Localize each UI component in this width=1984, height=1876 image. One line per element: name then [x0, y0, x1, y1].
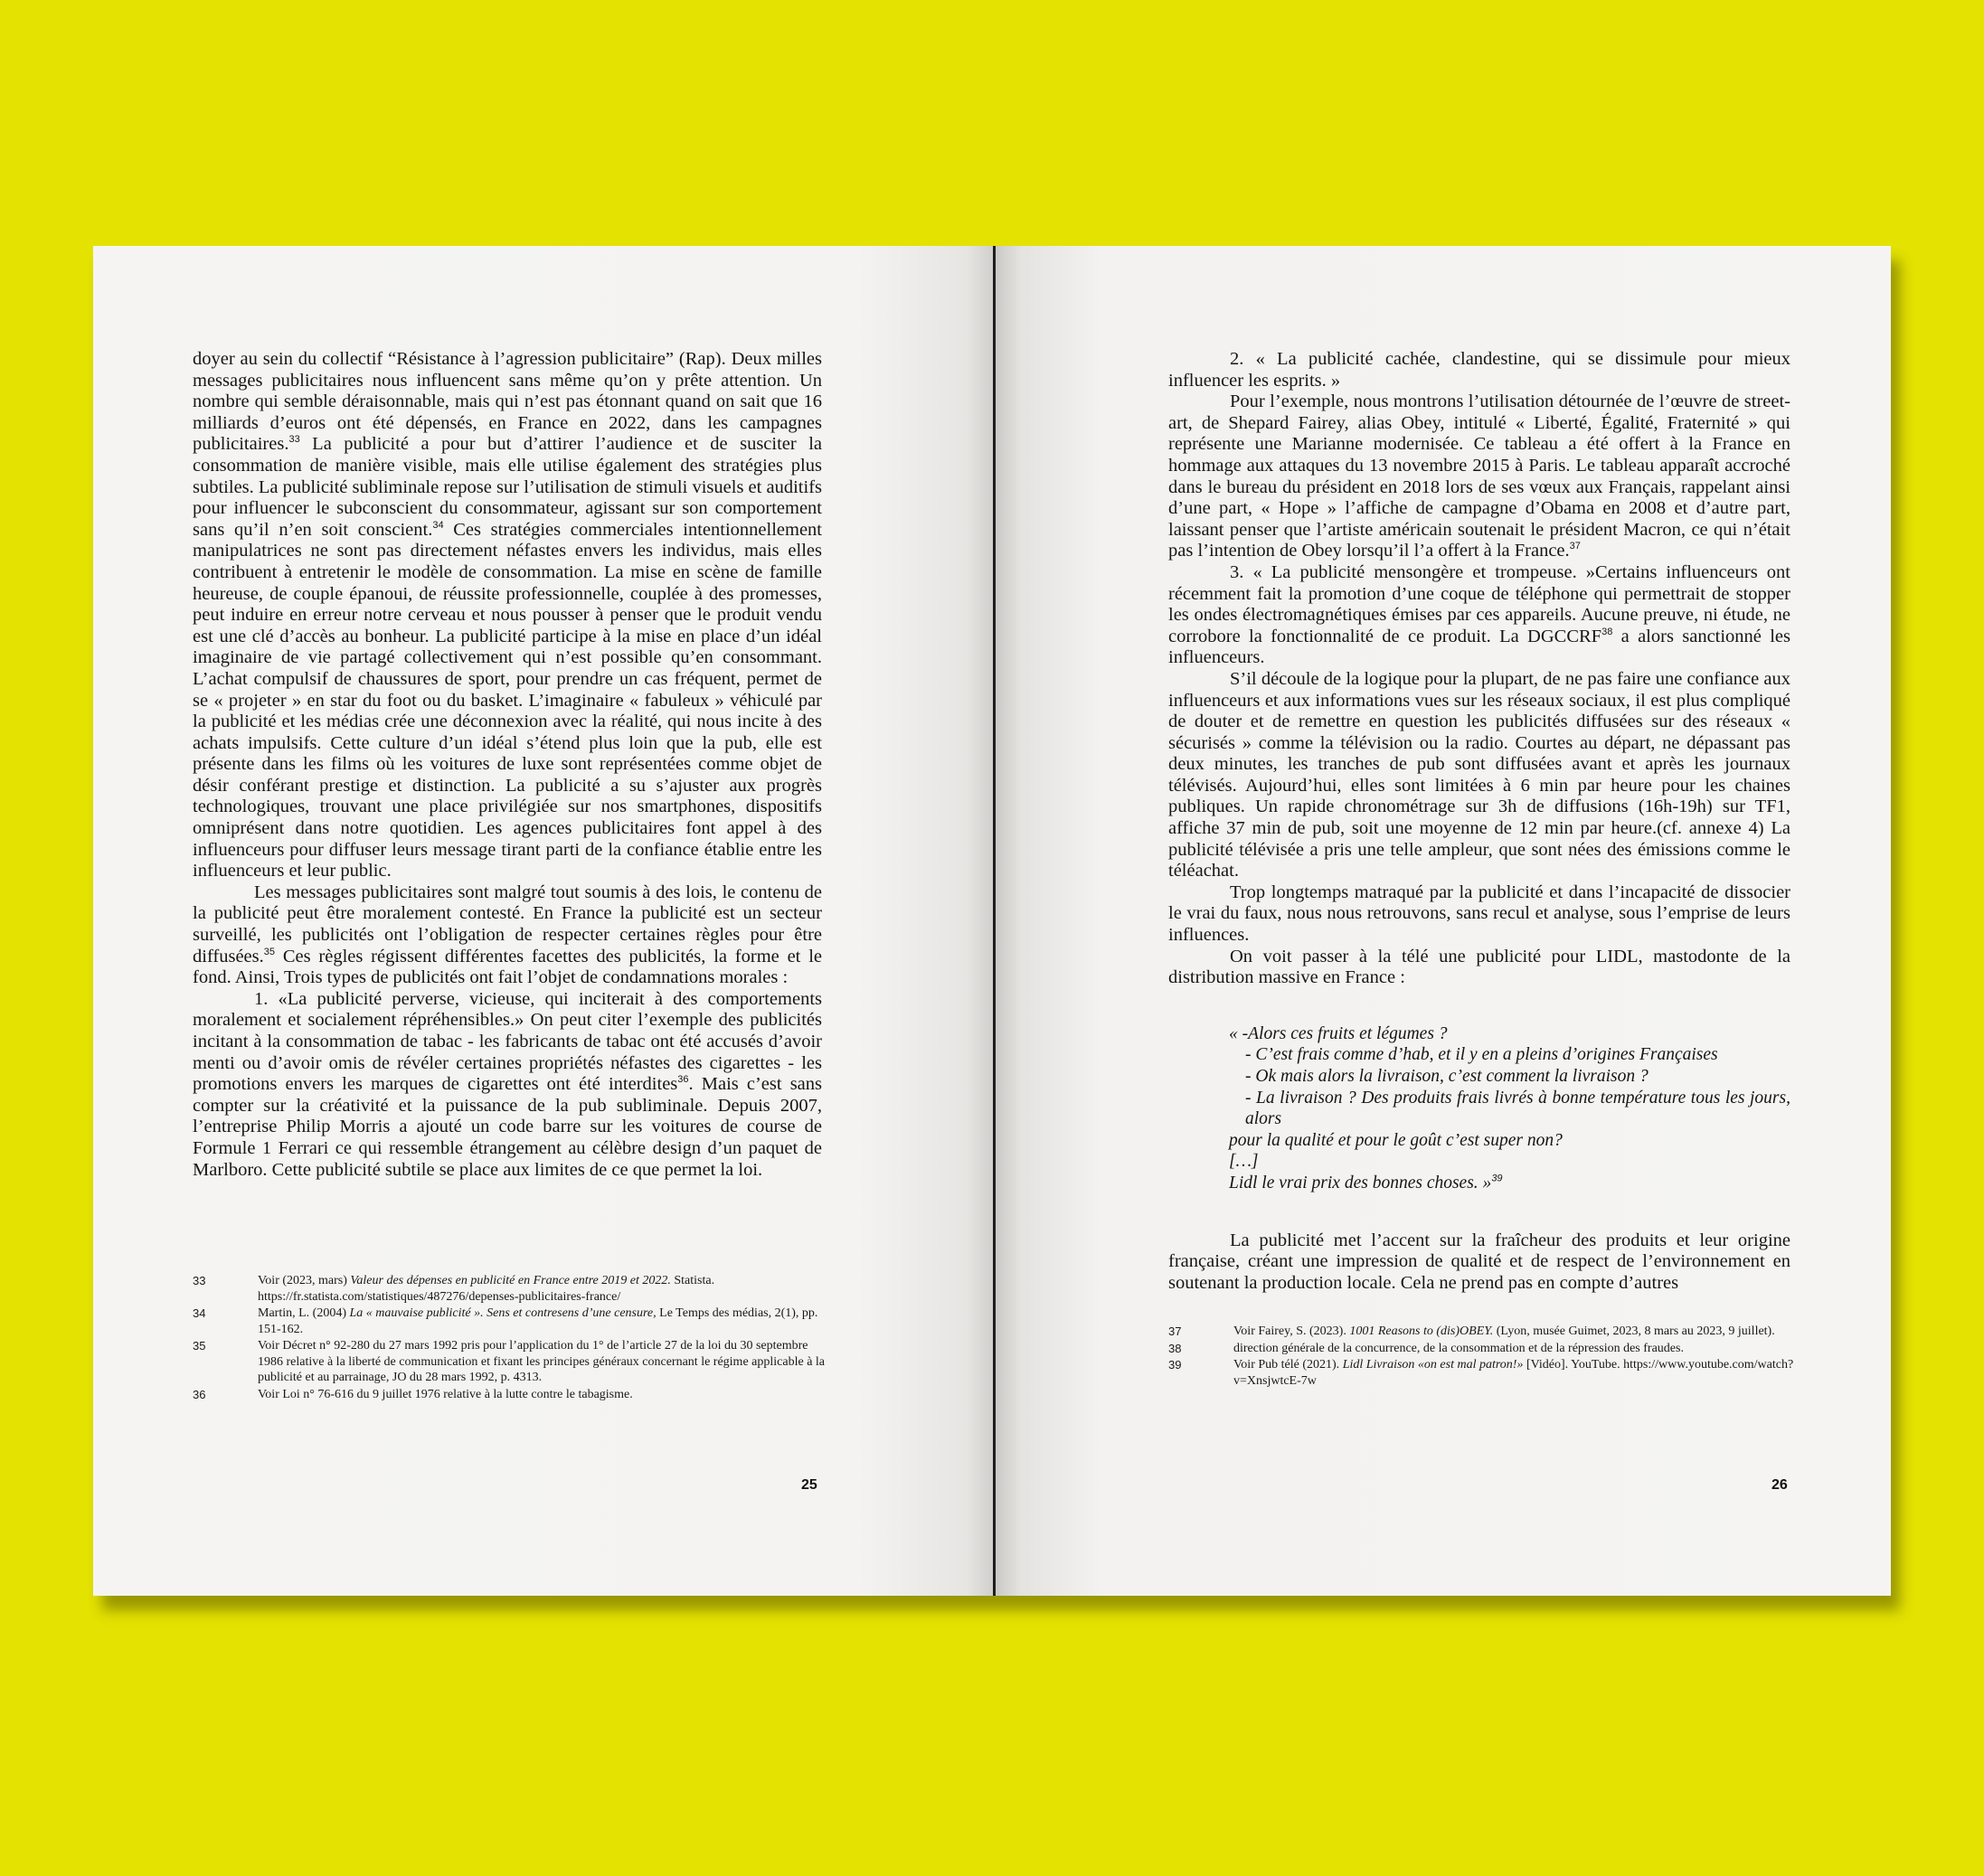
footnote-ref: 36 [677, 1074, 689, 1086]
text-run: La publicité met l’accent sur la fraîcheur des produits et leur origine française, créant une impression de qualité et de respect de l’environnement en soutenant la production locale. Cela ne prend pas en compte d’autres [1168, 1230, 1790, 1293]
text-run: a alors sanctionné les influenceurs. [1168, 626, 1790, 668]
text-run: [Vidéo]. YouTube. https://www.youtube.com/watch?v=XnsjwtcE-7w [1233, 1358, 1794, 1388]
text-run: Le Temps des médias, 2(1), pp. 151-162. [258, 1306, 818, 1336]
footnote-ref: 39 [1491, 1173, 1503, 1184]
paragraph [1168, 669, 1790, 882]
text-run: S’il découle de la logique pour la plupart, de ne pas faire une confiance aux influenceurs et aux informations vues sur les réseaux sociaux, il est plus compliqué de douter et de remettre en question les publicités diffusées sur des réseaux « sécurisés » comme la télévision ou la radio. Courtes au départ, ne dépassant pas deux minutes, les tranches de pub sont diffusées avant et après les journaux télévisés. Aujourd’hui, elles sont limitées à 6 min par heure pour les chaines publiques. Un rapide chronométrage sur 3h de diffusions (16h-19h) sur TF1, affiche 37 min de pub, soit une moyenne de 12 min par heure.(cf. annexe 4) La publicité télévisée a pris une telle ampleur, que sont nées des émissions comme le téléachat. [1168, 668, 1790, 881]
text-run: On voit passer à la télé une publicité pour LIDL, mastodonte de la distribution massive en France : [1168, 946, 1790, 988]
footnote [193, 1338, 826, 1386]
footnote-ref: 34 [432, 519, 444, 531]
text-run: Voir Fairey, S. (2023). [1233, 1325, 1350, 1338]
quote-line-text: […] [1229, 1152, 1259, 1172]
paragraph [1168, 391, 1790, 562]
footnote-number: 34 [193, 1306, 206, 1320]
right-page-footnotes [1168, 1324, 1801, 1390]
quote-line [1229, 1044, 1790, 1066]
quote-line [1229, 1088, 1790, 1130]
quote-line [1229, 1151, 1790, 1173]
footnote-ref: 33 [288, 434, 300, 446]
quote-line-text: - La livraison ? Des produits frais livrés à bonne température tous les jours, alors [1245, 1088, 1790, 1129]
page-number: 26 [1771, 1477, 1788, 1493]
paragraph [193, 882, 822, 989]
footnote [1168, 1324, 1801, 1340]
quote-line-text: « -Alors ces fruits et légumes ? [1229, 1023, 1448, 1043]
lidl-ad-quote [1229, 1023, 1790, 1194]
text-run: Voir (2023, mars) [258, 1274, 351, 1287]
paragraph [1168, 562, 1790, 669]
footnote [1168, 1341, 1801, 1357]
footnote-number: 33 [193, 1274, 206, 1287]
text-run: Les messages publicitaires sont malgré tout soumis à des lois, le contenu de la publicité peut être moralement contesté. En France la publicité est un secteur surveillé, les publicités ont l’obligation de respecter certaines règles pour être diffusées. [193, 881, 822, 966]
text-run: Voir Loi n° 76-616 du 9 juillet 1976 relative à la lutte contre le tabagisme. [258, 1387, 633, 1401]
footnote-number: 38 [1168, 1341, 1182, 1355]
paragraph [193, 349, 822, 882]
paragraph [1168, 349, 1790, 391]
paragraph [1168, 947, 1790, 989]
italic-text: Valeur des dépenses en publicité en France entre 2019 et 2022. [350, 1274, 671, 1287]
paragraph [1168, 882, 1790, 947]
text-run: 1. «La publicité perverse, vicieuse, qui inciterait à des comportements moralement et socialement répréhensibles.» On peut citer l’exemple des publicités incitant à la consommation de tabac - les fabricants de tabac ont été accusés d’avoir menti ou d’avoir omis de révéler certaines propriétés néfastes des cigarettes - les promotions envers les marques de cigarettes ont été interdites [193, 988, 822, 1095]
footnote-ref: 38 [1601, 626, 1613, 637]
text-run: Trop longtemps matraqué par la publicité et dans l’incapacité de dissocier le vrai du faux, nous nous retrouvons, sans recul et analyse, sous l’emprise de leurs influences. [1168, 881, 1790, 946]
footnote-number: 39 [1168, 1358, 1182, 1372]
right-page-body-top [1168, 349, 1790, 989]
text-run: direction générale de la concurrence, de la consommation et de la répression des fraudes. [1233, 1341, 1684, 1355]
quote-line [1229, 1130, 1790, 1152]
right-page [994, 246, 1891, 1596]
text-run: Pour l’exemple, nous montrons l’utilisation détournée de l’œuvre de street-art, de Shepard Fairey, alias Obey, intitulé « Liberté, Égalité, Fraternité » qui représente une Marianne modernisée. Ce tableau a été offert à la France en hommage aux attaques du 13 novembre 2015 à Paris. Le tableau apparaît accroché dans le bureau du président en 2018 lors de ses vœux aux Français, rappelant ainsi d’une part, « Hope » l’affiche de campagne d’Obama en 2008 et d’autre part, laissant penser que l’artiste américain soutenait le président Macron, ce qui n’était pas l’intention de Obey lorsqu’il l’a offert à la France. [1168, 391, 1790, 561]
text-run: (Lyon, musée Guimet, 2023, 8 mars au 2023, 9 juillet). [1493, 1325, 1775, 1338]
right-page-body [1168, 349, 1790, 1294]
italic-text: La « mauvaise publicité ». Sens et contresens d’une censure, [349, 1306, 657, 1320]
italic-text: Lidl Livraison «on est mal patron!» [1342, 1358, 1524, 1372]
text-run: Ces règles régissent différentes facettes des publicités, la forme et le fond. Ainsi, Trois types de publicités ont fait l’objet de condamnations morales : [193, 946, 822, 988]
quote-line-text: - C’est frais comme d’hab, et il y en a pleins d’origines Françaises [1245, 1045, 1718, 1065]
footnote [193, 1273, 826, 1305]
paragraph [1168, 1230, 1790, 1295]
book-spread [93, 246, 1891, 1596]
footnote-number: 35 [193, 1339, 206, 1353]
quote-line-text: Lidl le vrai prix des bonnes choses. » [1229, 1173, 1492, 1193]
text-run: Voir Décret n° 92-280 du 27 mars 1992 pris pour l’application du 1° de l’article 27 de la loi du 30 septembre 1986 relative à la liberté de communication et fixant les principes généraux concernant le régime applicable à la publicité et au parrainage, JO du 28 mars 1992, p. 4313. [258, 1339, 826, 1384]
quote-line [1229, 1023, 1790, 1045]
book-gutter [993, 246, 996, 1596]
quote-line [1229, 1066, 1790, 1088]
footnote [193, 1387, 826, 1403]
text-run: 3. « La publicité mensongère et trompeuse. »Certains influenceurs ont récemment fait la promotion d’une coque de téléphone qui permettrait de stopper les ondes électromagnétiques émises par ces appareils. Aucune preuve, ni étude, ne corrobore la fonctionnalité de ce produit. La DGCCRF [1168, 561, 1790, 646]
quote-line [1229, 1173, 1790, 1194]
left-page [93, 246, 994, 1596]
italic-text: 1001 Reasons to (dis)OBEY. [1349, 1325, 1494, 1338]
text-run: 2. « La publicité cachée, clandestine, qui se dissimule pour mieux influencer les esprits. » [1168, 349, 1790, 391]
text-run: . Mais c’est sans compter sur la créativité et la puissance de la pub subliminale. Depuis 2007, l’entreprise Philip Morris a ajouté un code barre sur les voitures de course de Formule 1 Ferrari ce qui ressemble étrangement au célèbre design d’un paquet de Marlboro. Cette publicité subtile se place aux limites de ce que permet la loi. [193, 1074, 822, 1180]
footnote [1168, 1357, 1801, 1389]
text-run: La publicité a pour but d’attirer l’audience et de susciter la consommation de manière visible, mais elle utilise également des stratégies plus subtiles. La publicité subliminale repose sur l’utilisation de stimuli visuels et auditifs pour influencer le subconscient du consommateur, agissant sur son comportement sans qu’il n’en soit conscient. [193, 434, 822, 540]
text-run: Statista. https://fr.statista.com/statistiques/487276/depenses-publicitaires-france/ [258, 1274, 715, 1304]
left-page-footnotes [193, 1273, 826, 1403]
footnote-number: 36 [193, 1387, 206, 1401]
footnote-ref: 37 [1569, 541, 1581, 552]
text-run: Martin, L. (2004) [258, 1306, 350, 1320]
text-run: Ces stratégies commerciales intentionnellement manipulatrices ne sont pas directement néfastes envers les individus, mais elles contribuent à entretenir le modèle de consommation. La mise en scène de famille heureuse, de couple épanoui, de réussite professionnelle, couplée à des promesses, peut induire en erreur notre cerveau et nous pousser à penser que le produit vendu est une clé d’accès au bonheur. La publicité participe à la mise en place d’un idéal imaginaire de vie partagé collectivement qui n’est possible qu’en consommant. L’achat compulsif de chaussures de sport, pour prendre un cas fréquent, permet de se « projeter » en star du foot ou du basket. L’imaginaire « fabuleux » véhiculé par la publicité et les médias crée une déconnexion avec la réalité, qui nous incite à des achats impulsifs. Cette culture d’un idéal s’étend plus loin que la pub, elle est présente dans les films où les voitures de luxe sont représentées comme objet de désir conférant prestige et distinction. La publicité a su s’ajuster aux progrès technologiques, trouvant une place privilégiée sur nos smartphones, dispositifs omniprésent dans notre quotidien. Les agences publicitaires font appel à des influenceurs pour diffuser leurs message tirant parti de la confiance établie entre les influenceurs et leur public. [193, 519, 822, 881]
footnote [193, 1306, 826, 1337]
page-number: 25 [801, 1477, 817, 1493]
quote-line-text: pour la qualité et pour le goût c’est super non? [1229, 1130, 1563, 1150]
quote-line-text: - Ok mais alors la livraison, c’est comment la livraison ? [1245, 1067, 1649, 1086]
footnote-ref: 35 [263, 946, 276, 957]
text-run: doyer au sein du collectif “Résistance à l’agression publicitaire” (Rap). Deux milles messages publicitaires nous influencent sans même qu’on y prête attention. Un nombre qui semble déraisonnable, mais qui n’est pas étonnant quand on sait que 16 milliards d’euros ont été dépensés, en France en 2022, dans les campagnes publicitaires. [193, 349, 822, 455]
right-page-body-bottom [1168, 1230, 1790, 1295]
footnote-number: 37 [1168, 1325, 1182, 1338]
paragraph [193, 989, 822, 1181]
left-page-body [193, 349, 822, 1181]
text-run: Voir Pub télé (2021). [1233, 1358, 1343, 1372]
